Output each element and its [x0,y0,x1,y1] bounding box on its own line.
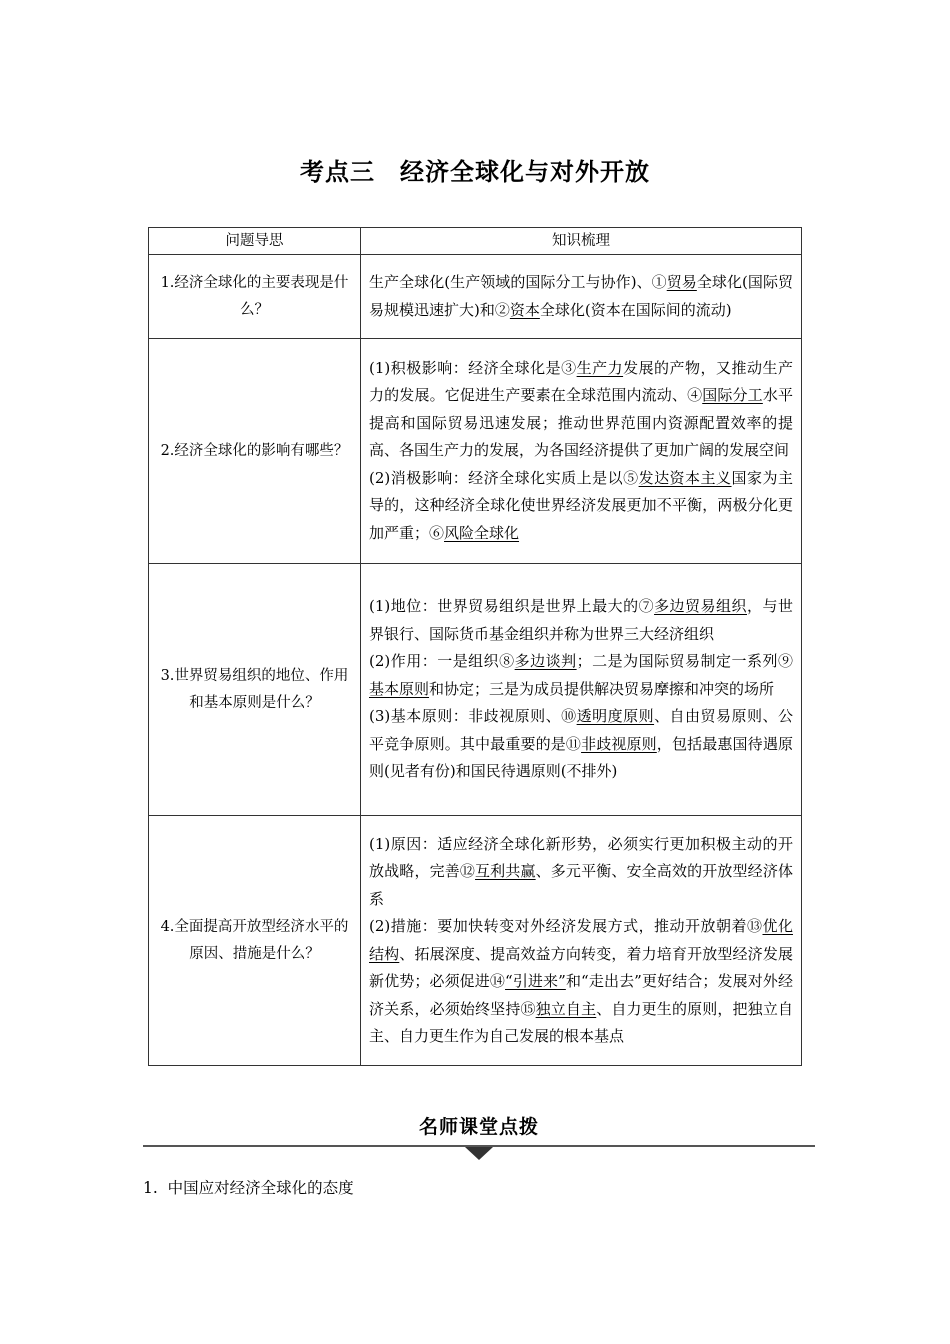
question-cell: 1.经济全球化的主要表现是什么？ [149,255,361,339]
page-title: 考点三 经济全球化与对外开放 [300,158,650,186]
answer-keyword: 透明度原则 [576,707,655,726]
answer-keyword: 国际分工 [702,386,763,405]
question-cell: 4.全面提高开放型经济水平的原因、措施是什么？ [149,816,361,1066]
answer-paragraph [369,465,793,548]
question-cell: 2.经济全球化的影响有哪些？ [149,339,361,564]
knowledge-table [148,227,802,1066]
table-row [149,339,802,564]
question-cell: 3.世界贸易组织的地位、作用和基本原则是什么？ [149,564,361,816]
answer-paragraph [369,831,793,914]
section-header [143,1112,815,1162]
answer-text: 全球化(国际贸易规模迅速扩大)和② [369,273,793,319]
answer-keyword: 非歧视原则 [581,734,657,753]
answer-text: (1)原因：适应经济全球化新形势，必须实行更加积极主动的开放战略，完善⑫ [369,834,793,880]
header-knowledge: 知识梳理 [361,228,802,255]
answer-text: (3)基本原则：非歧视原则、⑩ [369,707,577,726]
answer-text: 水平提高和国际贸易迅速发展；推动世界范围内资源配置效率的提高、各国生产力的发展，为各国经济提供了更加广阔的发展空间 [369,386,793,460]
answer-keyword: 优化结构 [369,917,793,963]
answer-paragraph [369,355,793,465]
answer-cell [361,564,802,816]
answer-text: 和“走出去”更好结合；发展对外经济关系，必须始终坚持⑮ [369,972,793,1018]
table-row [149,816,802,1066]
answer-text: (1)积极影响：经济全球化是③ [369,358,577,377]
section-title: 名师课堂点拨 [418,1116,539,1138]
answer-paragraph [369,269,793,324]
table-body [149,255,802,1066]
answer-keyword: 多边贸易组织 [654,597,747,616]
answer-text: 全球化(资本在国际间的流动) [539,300,732,319]
answer-keyword: 贸易 [666,273,697,291]
answer-cell [361,339,802,564]
answer-paragraph [369,648,793,703]
table-header-row [149,228,802,255]
answer-cell [361,255,802,339]
answer-text: 国家为主导的，这种经济全球化使世界经济发展更加不平衡，两极分化更加严重；⑥ [369,468,793,542]
answer-text: (2)作用：一是组织⑧ [369,652,515,671]
answer-text: (2)措施：要加快转变对外经济发展方式，推动开放朝着⑬ [369,917,763,935]
answer-keyword: 基本原则 [369,679,430,698]
answer-paragraph [369,703,793,786]
answer-text: ；二是为国际贸易制定一系列⑨ [576,652,793,671]
answer-keyword: 多边谈判 [514,652,577,671]
answer-keyword: 生产力 [576,358,624,377]
answer-text: 、自力更生的原则，把独立自主、自力更生作为自己发展的根本基点 [369,999,793,1045]
answer-text: 、自由贸易原则、公平竞争原则。其中最重要的是⑪ [369,707,793,753]
answer-cell [361,816,802,1066]
answer-text: ，与世界银行、国际货币基金组织并称为世界三大经济组织 [369,597,793,643]
answer-text: (1)地位：世界贸易组织是世界上最大的⑦ [369,597,655,616]
answer-paragraph [369,913,793,1051]
header-questions: 问题导思 [149,228,361,255]
answer-keyword: “引进来” [505,972,566,990]
answer-paragraph [369,593,793,648]
answer-text: ，包括最惠国待遇原则(见者有份)和国民待遇原则(不排外) [369,734,793,781]
answer-text: (2)消极影响：经济全球化实质上是以⑤ [369,468,639,487]
answer-text: 和协定；三是为成员提供解决贸易摩擦和冲突的场所 [429,679,775,698]
answer-keyword: 风险全球化 [444,523,520,542]
answer-keyword: 独立自主 [535,999,597,1018]
answer-keyword: 资本 [509,300,540,319]
down-triangle-icon [465,1147,493,1160]
answer-keyword: 互利共赢 [475,862,536,880]
answer-keyword: 发达资本主义 [638,468,732,487]
table-row [149,255,802,339]
first-point-heading: 1. 中国应对经济全球化的态度 [143,1179,354,1197]
answer-text: 发展的产物，又推动生产力的发展。它促进生产要素在全球范围内流动、④ [369,358,793,405]
answer-text: 、多元平衡、安全高效的开放型经济体系 [369,862,793,908]
answer-text: 生产全球化(生产领域的国际分工与协作)、① [369,273,667,291]
table-row [149,564,802,816]
answer-text: 、拓展深度、提高效益方向转变，着力培育开放型经济发展新优势；必须促进⑭ [369,944,793,990]
